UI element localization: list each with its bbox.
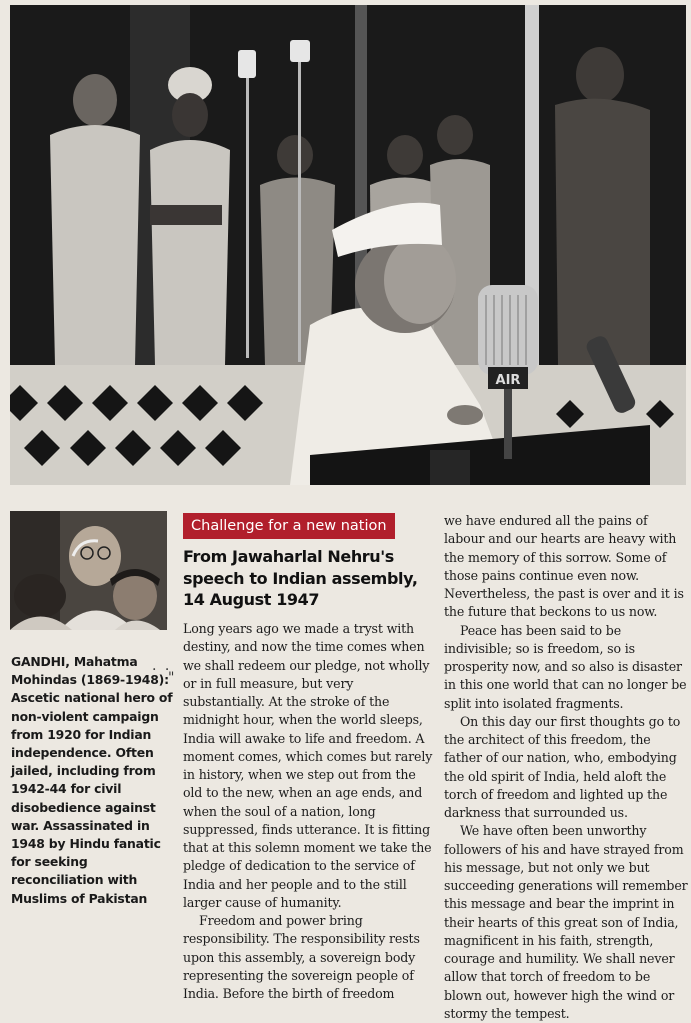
decorative-dots-2: " bbox=[168, 670, 175, 686]
nehru-speech-photo bbox=[10, 5, 686, 485]
speech-paragraph: Freedom and power bring responsibility. The responsibility rests upon this assembly, a sovereign body representing the sovereign people of India. Before the birth of freedom bbox=[183, 913, 420, 1001]
section-kicker: Challenge for a new nation bbox=[183, 513, 395, 539]
speech-paragraph: Peace has been said to be indivisible; so is freedom, so is prosperity now, and so also is disaster in this one world that can no longer be split into isolated fragments. bbox=[444, 622, 687, 711]
air-mic-label: AIR bbox=[495, 373, 521, 388]
speech-column-2 bbox=[444, 512, 688, 1023]
speech-paragraph: We have often been unworthy followers of his and have strayed from his message, but not only we but succeeding generations will remember this message and bear the imprint in their hearts of this great son of India, magnificent in his faith, strength, courage and humility. We shall never allow that torch of freedom to be blown out, however high the wind or stormy the tempest. bbox=[444, 823, 688, 1021]
decorative-dots: . . bbox=[152, 658, 172, 674]
speech-paragraph: we have endured all the pains of labour and our hearts are heavy with the memory of this sorrow. Some of those pains continue even now. Nevertheless, the past is over and it is the future that beckons to us now. bbox=[444, 513, 684, 620]
gandhi-bio-text: Ascetic national hero of non-violent campaign from 1920 for Indian independence. Often jailed, including from 1942-44 for civil disobedience against war. Assassinated in 1948 by Hindu fanatic for seeking reconciliation with Muslims of Pakistan bbox=[11, 690, 173, 906]
gandhi-bio bbox=[11, 653, 176, 908]
speech-column-1 bbox=[183, 620, 436, 1003]
gandhi-bio-name: GANDHI, Mahatma Mohindas (1869-1948): bbox=[11, 654, 169, 688]
inset-illustration bbox=[10, 511, 167, 630]
gandhi-inset-photo bbox=[10, 511, 167, 630]
photo-illustration bbox=[10, 5, 686, 485]
article-headline: From Jawaharlal Nehru's speech to Indian assembly, 14 August 1947 bbox=[183, 547, 418, 609]
speech-paragraph: On this day our first thoughts go to the architect of this freedom, the father of our nation, who, embodying the old spirit of India, held aloft the torch of freedom and lighted up the darkness that surrounded us. bbox=[444, 713, 681, 820]
speech-paragraph: Long years ago we made a tryst with destiny, and now the time comes when we shall redeem our pledge, not wholly or in full measure, but very substantially. At the stroke of the midnight hour, when the world sleeps, India will awake to life and freedom. A moment comes, which comes but rarely in history, when we step out from the old to the new, when an age ends, and when the soul of a nation, long suppressed, finds utterance. It is fitting that at this solemn moment we take the pledge of dedication to the service of India and her people and to the still larger cause of humanity. bbox=[183, 621, 433, 910]
